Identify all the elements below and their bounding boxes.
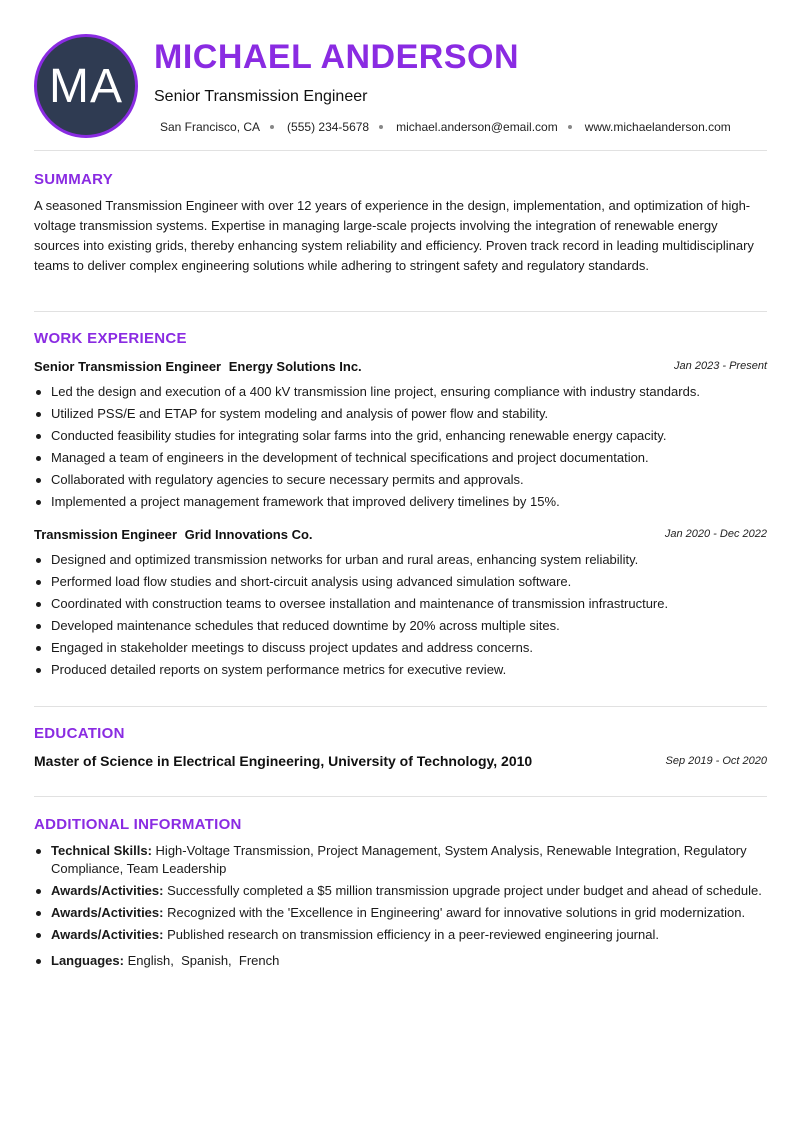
contact-row	[160, 120, 731, 134]
education-degree: Master of Science in Electrical Engineering, University of Technology, 2010	[34, 753, 533, 769]
list-item	[34, 842, 769, 878]
info-label: Technical Skills:	[51, 843, 152, 858]
summary-text: A seasoned Transmission Engineer with over 12 years of experience in the design, implementation, and optimization of high-voltage transmission systems. Expertise in managing large-scale projects involving the integration of renewable energy sources into existing grids, thereby enhancing system reliability and efficiency. Proven track record in leading multidisciplinary teams to deliver complex engineering solutions while adhering to stringent safety and regulatory standards.	[34, 198, 754, 273]
list-item: Designed and optimized transmission networks for urban and rural areas, enhancing system reliability.	[34, 549, 769, 571]
additional-info-heading: ADDITIONAL INFORMATION	[34, 816, 242, 833]
job-dates: Jan 2023 - Present	[674, 360, 767, 372]
additional-info-list	[34, 842, 769, 974]
job-company: Grid Innovations Co.	[184, 527, 313, 542]
education-entry	[34, 753, 767, 773]
list-item: Utilized PSS/E and ETAP for system modeling and analysis of power flow and stability.	[34, 403, 769, 425]
info-label: Awards/Activities:	[51, 883, 164, 898]
section-divider	[34, 796, 767, 797]
candidate-title: Senior Transmission Engineer	[154, 88, 368, 105]
list-item: Engaged in stakeholder meetings to discuss project updates and address concerns.	[34, 637, 769, 659]
job-role: Transmission Engineer	[34, 527, 178, 542]
work-experience-heading: WORK EXPERIENCE	[34, 330, 187, 347]
list-item: Coordinated with construction teams to oversee installation and maintenance of transmission infrastructure.	[34, 593, 769, 615]
list-item: Managed a team of engineers in the development of technical specifications and project documentation.	[34, 447, 769, 469]
education-heading: EDUCATION	[34, 725, 125, 742]
job-header	[34, 359, 767, 377]
separator-dot	[379, 125, 383, 129]
contact-website[interactable]: www.michaelanderson.com	[584, 120, 731, 134]
section-divider	[34, 150, 767, 151]
job-company: Energy Solutions Inc.	[228, 359, 362, 374]
contact-location: San Francisco, CA	[160, 120, 261, 134]
list-item: Developed maintenance schedules that reduced downtime by 20% across multiple sites.	[34, 615, 769, 637]
avatar	[34, 34, 138, 138]
contact-phone[interactable]: (555) 234-5678	[287, 120, 370, 134]
avatar-initials: MA	[49, 59, 123, 113]
list-item: Collaborated with regulatory agencies to secure necessary permits and approvals.	[34, 469, 769, 491]
section-divider	[34, 311, 767, 312]
info-text: Successfully completed a $5 million transmission upgrade project under budget and ahead of schedule.	[167, 883, 762, 898]
summary-heading: SUMMARY	[34, 171, 114, 188]
list-item: Produced detailed reports on system performance metrics for executive review.	[34, 659, 769, 681]
list-item	[34, 904, 769, 922]
job-header	[34, 527, 767, 545]
separator-dot	[568, 125, 572, 129]
info-text: Published research on transmission efficiency in a peer-reviewed engineering journal.	[167, 927, 659, 942]
education-dates: Sep 2019 - Oct 2020	[665, 755, 767, 767]
job-bullets	[34, 381, 769, 513]
list-item: Led the design and execution of a 400 kV transmission line project, ensuring compliance with industry standards.	[34, 381, 769, 403]
info-text: Recognized with the 'Excellence in Engineering' award for innovative solutions in grid modernization.	[167, 905, 746, 920]
info-text: High-Voltage Transmission, Project Management, System Analysis, Renewable Integration, Regulatory Compliance, Team Leadership	[51, 843, 747, 876]
info-label: Awards/Activities:	[51, 905, 164, 920]
job-bullets	[34, 549, 769, 681]
contact-email[interactable]: michael.anderson@email.com	[396, 120, 558, 134]
list-item	[34, 882, 769, 900]
languages-label: Languages:	[51, 953, 124, 968]
candidate-name: MICHAEL ANDERSON	[154, 38, 520, 76]
list-item	[34, 926, 769, 944]
job-dates: Jan 2020 - Dec 2022	[664, 528, 767, 540]
job-role: Senior Transmission Engineer	[34, 359, 222, 374]
separator-dot	[270, 125, 274, 129]
list-item: Performed load flow studies and short-circuit analysis using advanced simulation software.	[34, 571, 769, 593]
list-item	[34, 952, 769, 970]
info-label: Awards/Activities:	[51, 927, 164, 942]
languages-text: English, Spanish, French	[127, 953, 280, 968]
section-divider	[34, 706, 767, 707]
list-item: Conducted feasibility studies for integrating solar farms into the grid, enhancing renewable energy capacity.	[34, 425, 769, 447]
list-item: Implemented a project management framework that improved delivery timelines by 15%.	[34, 491, 769, 513]
